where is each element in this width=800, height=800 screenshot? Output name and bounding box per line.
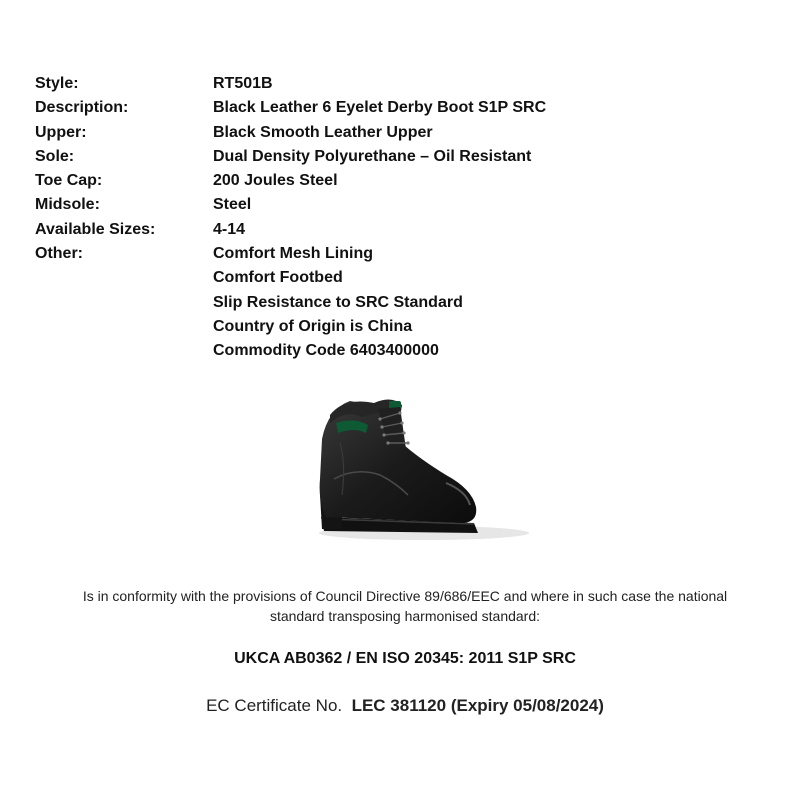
spec-value-list: [213, 242, 463, 363]
spec-label: Midsole:: [35, 196, 100, 214]
spec-label: Available Sizes:: [35, 220, 156, 238]
spec-row-midsole: [35, 193, 546, 217]
spec-row-description: [35, 96, 546, 120]
certificate-line: [0, 696, 800, 716]
certificate-number: LEC 381120 (Expiry 05/08/2024): [351, 696, 604, 715]
spec-value: Black Leather 6 Eyelet Derby Boot S1P SRC: [213, 99, 547, 117]
standard-designation: UKCA AB0362 / EN ISO 20345: 2011 S1P SRC: [234, 650, 576, 667]
spec-label: Description:: [35, 99, 129, 117]
spec-value: Black Smooth Leather Upper: [213, 123, 433, 141]
spec-value: Steel: [213, 196, 252, 214]
certificate-label: EC Certificate No.: [206, 696, 343, 715]
spec-value: 4-14: [213, 220, 246, 238]
spec-label: Style:: [35, 75, 79, 92]
spec-row-other: [35, 242, 546, 363]
conformity-line: Is in conformity with the provisions of Council Directive 89/686/EEC and where in such case the national: [82, 588, 728, 604]
conformity-line: standard transposing harmonised standard:: [269, 608, 541, 624]
spec-row-toe-cap: [35, 169, 546, 193]
spec-value: RT501B: [213, 75, 273, 92]
spec-label: Upper:: [35, 123, 87, 141]
spec-value: Country of Origin is China: [213, 317, 413, 335]
spec-value: Comfort Footbed: [213, 269, 343, 287]
spec-row-style: [35, 72, 546, 96]
spec-value: Dual Density Polyurethane – Oil Resistant: [213, 147, 532, 165]
spec-value: Comfort Mesh Lining: [213, 245, 373, 263]
spec-label: Other:: [35, 245, 83, 263]
spec-row-upper: [35, 121, 546, 145]
conformity-statement: [40, 586, 770, 626]
boot-icon: [296, 383, 542, 559]
spec-row-sizes: [35, 218, 546, 242]
spec-row-sole: [35, 145, 546, 169]
spec-value: Slip Resistance to SRC Standard: [213, 293, 463, 311]
spec-label: Toe Cap:: [35, 172, 103, 190]
spec-value: 200 Joules Steel: [213, 172, 338, 190]
spec-label: Sole:: [35, 147, 75, 165]
spec-table: [35, 72, 546, 364]
spec-value: Commodity Code 6403400000: [213, 342, 439, 360]
boot-product-image: [296, 383, 542, 559]
